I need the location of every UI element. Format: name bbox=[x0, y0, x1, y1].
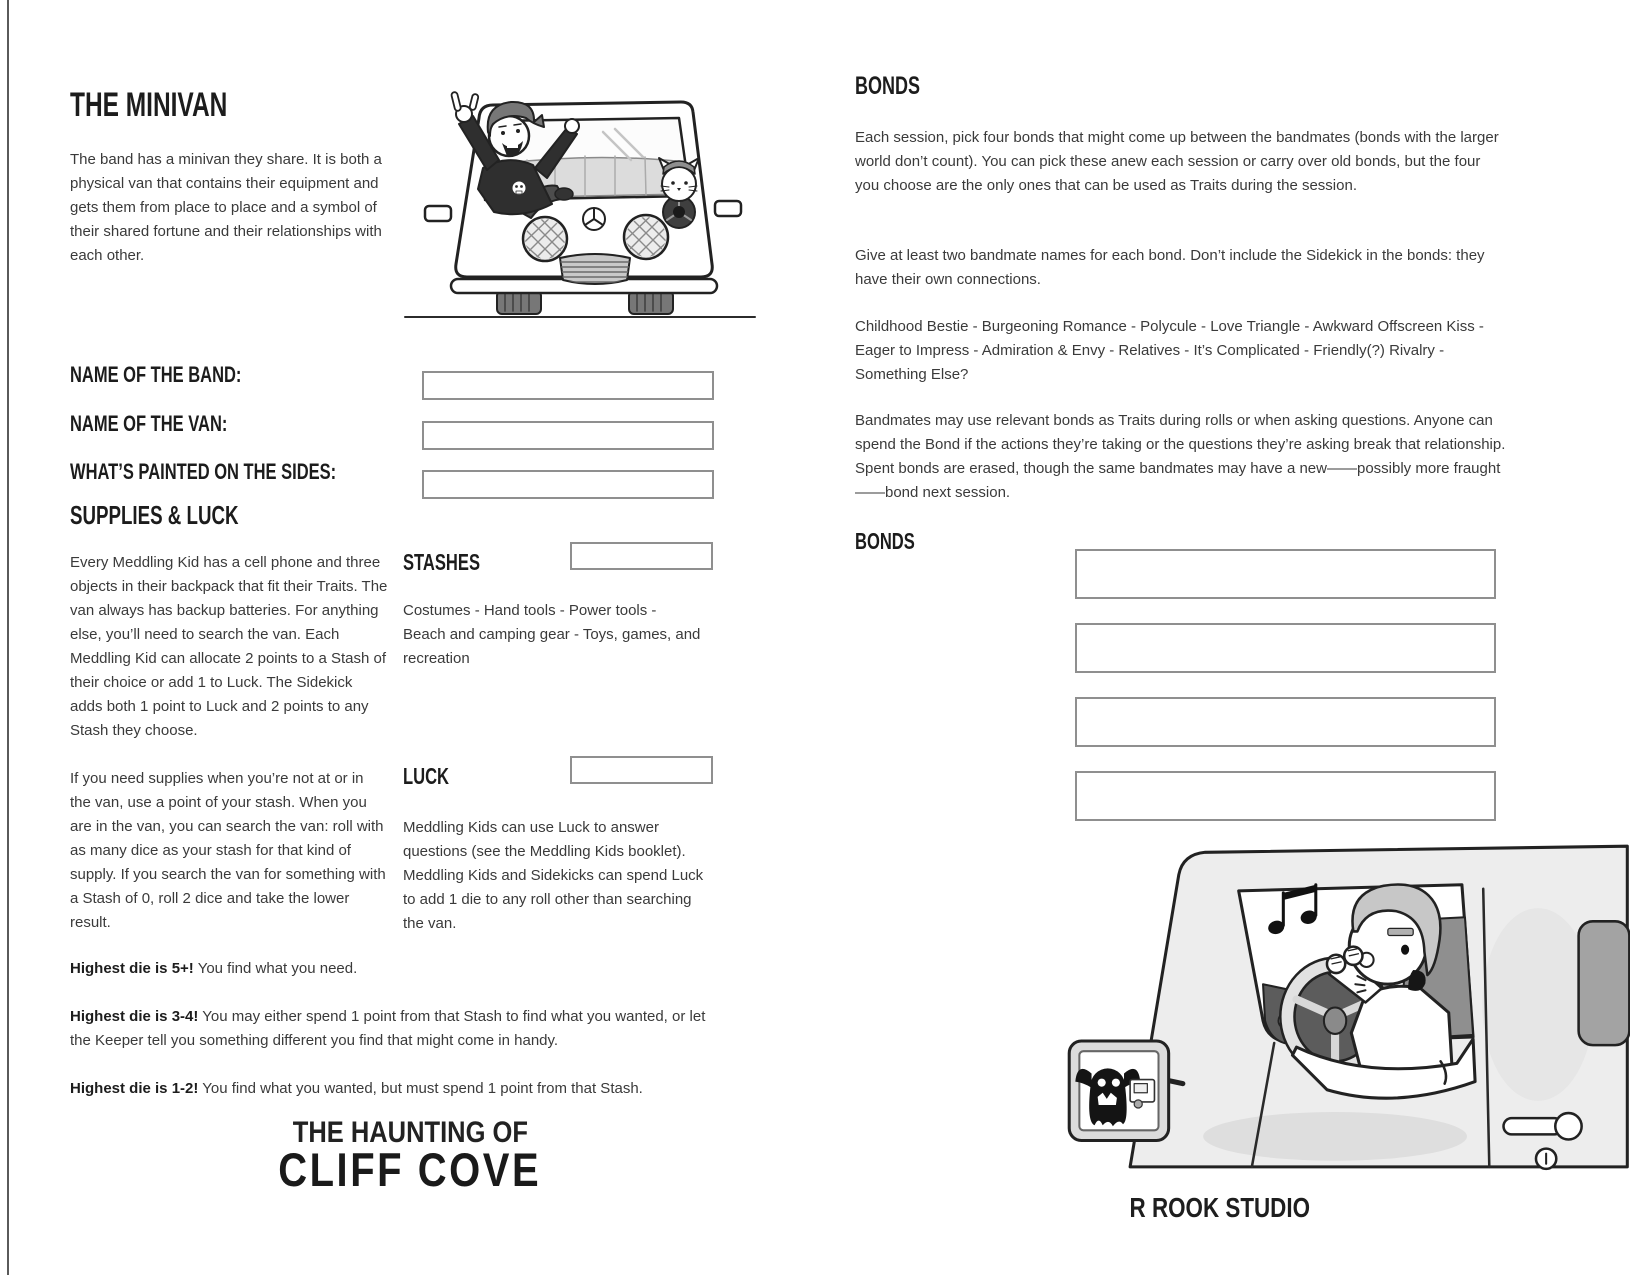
van-name-input[interactable] bbox=[422, 421, 714, 450]
publisher-footer: R ROOK STUDIO bbox=[1129, 1192, 1311, 1223]
result-3-4 bbox=[70, 1005, 730, 1053]
supplies-luck-heading: SUPPLIES & LUCK bbox=[70, 500, 239, 530]
bond-options-list: Childhood Bestie - Burgeoning Romance - Polycule - Love Triangle - Awkward Offscreen Kiss - Eager to Impress - Admiration & Envy - Relatives - It’s Complicated - Friendly(?) Rivalry - Something Else? bbox=[855, 318, 1484, 383]
bond-slot-1[interactable] bbox=[1075, 549, 1496, 599]
luck-heading: LUCK bbox=[403, 763, 450, 789]
game-logo-line1: THE HAUNTING OF bbox=[292, 1116, 528, 1149]
game-logo-line2: CLIFF COVE bbox=[278, 1143, 542, 1196]
luck-paragraph: Meddling Kids can use Luck to answer questions (see the Meddling Kids booklet). Meddling Kids and Sidekicks can spend Luck to add 1 die to any roll other than searching the van. bbox=[403, 819, 704, 932]
bond-slot-3[interactable] bbox=[1075, 697, 1496, 747]
result-1-2-text: You find what you wanted, but must spend 1 point from that Stash. bbox=[202, 1080, 643, 1097]
luck-input[interactable] bbox=[570, 756, 713, 784]
stashes-heading: STASHES bbox=[403, 549, 480, 575]
stashes-list: Costumes - Hand tools - Power tools - Beach and camping gear - Toys, games, and recreation bbox=[403, 602, 701, 667]
bonds-paragraph-3: Bandmates may use relevant bonds as Traits during rolls or when asking questions. Anyone can spend the Bond if the actions they’re taking or the questions they’re asking break that relationship. Spent bonds are erased, though the same bandmates may have a new——possibly more fraught——bond next session. bbox=[855, 412, 1506, 501]
stashes-input[interactable] bbox=[570, 542, 713, 570]
result-3-4-text: You may either spend 1 point from that Stash to find what you wanted, or let the Keeper tell you something different you find that might come in handy. bbox=[70, 1008, 706, 1049]
supplies-paragraph-1: Every Meddling Kid has a cell phone and three objects in their backpack that fit their Traits. The van always has backup batteries. For anything else, you’ll need to search the van. Each Meddling Kid can allocate 2 points to a Stash of their choice or add 1 to Luck. The Sidekick adds both 1 point to Luck and 2 points to any Stash they choose. bbox=[70, 554, 388, 739]
result-5plus-text: You find what you need. bbox=[197, 960, 358, 977]
field-label-band-name: NAME OF THE BAND: bbox=[70, 362, 242, 387]
bonds-slots-label: BONDS bbox=[855, 528, 915, 554]
bonds-paragraph-1: Each session, pick four bonds that might come up between the bandmates (bonds with the larger world don’t count). You can pick these anew each session or carry over old bonds, but the four you choose are the only ones that can be used as Traits during the session. bbox=[855, 129, 1499, 194]
driver-illustration bbox=[1030, 832, 1630, 1177]
bonds-heading: BONDS bbox=[855, 72, 921, 100]
result-1-2 bbox=[70, 1077, 730, 1101]
bond-slot-4[interactable] bbox=[1075, 771, 1496, 821]
field-label-painted-sides: WHAT’S PAINTED ON THE SIDES: bbox=[70, 459, 337, 484]
intro-paragraph: The band has a minivan they share. It is both a physical van that contains their equipment and gets them from place to place and a symbol of their shared fortune and their relationships with each other. bbox=[70, 151, 382, 264]
result-5plus-bold: Highest die is 5+! bbox=[70, 960, 194, 977]
field-label-van-name: NAME OF THE VAN: bbox=[70, 411, 228, 436]
page-edge-line bbox=[7, 0, 9, 1275]
page-title: THE MINIVAN bbox=[70, 86, 228, 124]
supplies-paragraph-2: If you need supplies when you’re not at or in the van, use a point of your stash. When you are in the van, you can search the van: roll with as many dice as your stash for that kind of supply. If you search the van for something with a Stash of 0, roll 2 dice and take the lower result. bbox=[70, 770, 386, 931]
painted-sides-input[interactable] bbox=[422, 470, 714, 499]
bonds-paragraph-2: Give at least two bandmate names for each bond. Don’t include the Sidekick in the bonds: they have their own connections. bbox=[855, 247, 1485, 288]
band-name-input[interactable] bbox=[422, 371, 714, 400]
minivan-illustration bbox=[395, 72, 765, 322]
bond-slot-2[interactable] bbox=[1075, 623, 1496, 673]
result-3-4-bold: Highest die is 3-4! bbox=[70, 1008, 199, 1025]
result-5plus bbox=[70, 957, 730, 981]
result-1-2-bold: Highest die is 1-2! bbox=[70, 1080, 199, 1097]
